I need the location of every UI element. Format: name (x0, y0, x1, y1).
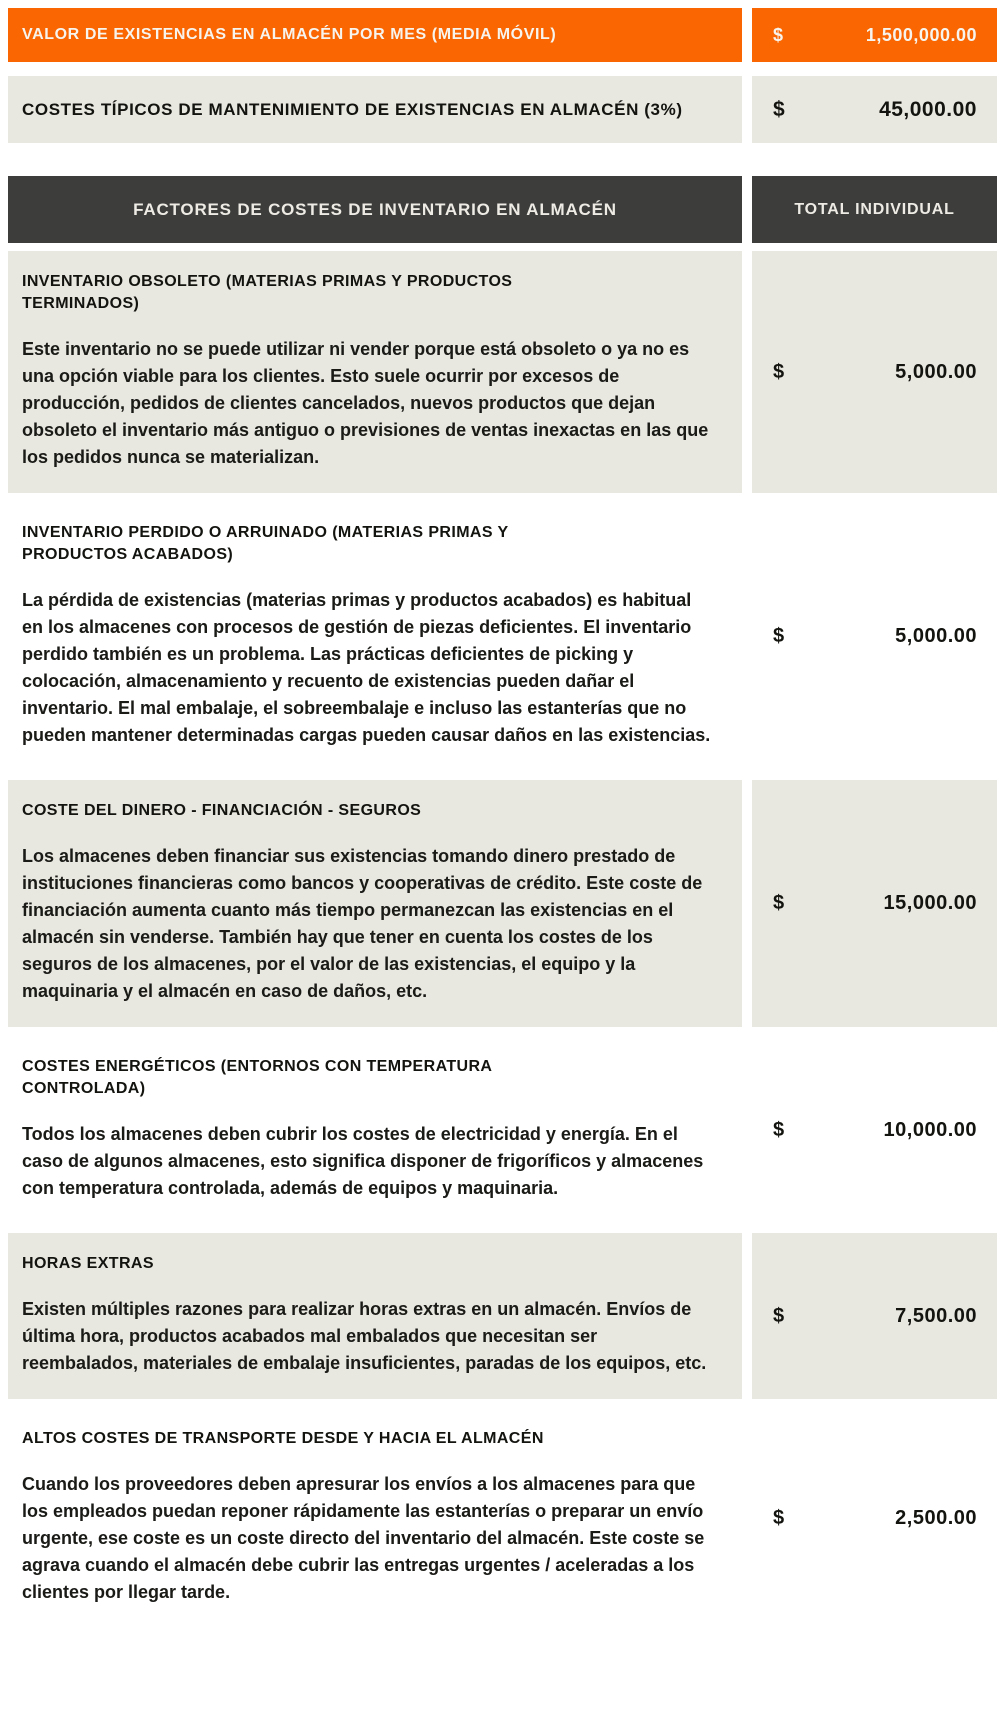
carrying-cost-row (8, 76, 997, 143)
factor-description: Los almacenes deben financiar sus existencias tomando dinero prestado de instituciones financieras como bancos y cooperativas de crédito. Este coste de financiación aumenta cuanto más tiempo permanezcan las existencias en el almacén sin venderse. También hay que tener en cuenta los costes de los seguros de los almacenes, por el valor de las existencias, el equipo y la maquinaria y el almacén en caso de daños, etc. (22, 846, 703, 1001)
factors-column-header: FACTORES DE COSTES DE INVENTARIO EN ALMACÉN (8, 176, 742, 243)
factor-row-overtime (8, 1233, 997, 1399)
factor-description: Este inventario no se puede utilizar ni vender porque está obsoleto o ya no es una opción viable para los clientes. Esto suele ocurrir por excesos de producción, pedidos de clientes cancelados, nuevos productos que dejan obsoleto el inventario más antiguo o previsiones de ventas inexactas en las que los pedidos nunca se materializan. (22, 339, 709, 467)
factor-amount-cell (752, 502, 997, 771)
factor-text-cell (8, 780, 742, 1027)
factor-amount: 5,000.00 (895, 360, 977, 383)
factor-title: ALTOS COSTES DE TRANSPORTE DESDE Y HACIA EL ALMACÉN (22, 1430, 544, 1447)
factor-title: HORAS EXTRAS (22, 1255, 154, 1272)
factor-title: COSTE DEL DINERO - FINANCIACIÓN - SEGUROS (22, 802, 422, 819)
carrying-cost-amount: 45,000.00 (879, 97, 977, 121)
table-header-row (8, 176, 997, 243)
currency-symbol: $ (773, 24, 784, 45)
currency-symbol: $ (773, 892, 785, 914)
carrying-cost-amount-cell (752, 76, 997, 143)
factor-amount-cell (752, 1036, 997, 1224)
currency-symbol: $ (773, 360, 785, 383)
currency-symbol: $ (773, 1118, 785, 1141)
factor-description: Cuando los proveedores deben apresurar los envíos a los almacenes para que los empleados puedan reponer rápidamente las estanterías o preparar un envío urgente, ese coste es un coste directo del inventario del almacén. Este coste se agrava cuando el almacén debe cubrir las entregas urgentes / aceleradas a los clientes por llegar tarde. (22, 1474, 705, 1602)
factor-amount: 7,500.00 (895, 1304, 977, 1327)
factor-description: Todos los almacenes deben cubrir los costes de electricidad y energía. En el caso de algunos almacenes, esto significa disponer de frigoríficos y almacenes con temperatura controlada, además de equipos y maquinaria. (22, 1124, 704, 1198)
currency-symbol: $ (773, 1506, 785, 1529)
factor-amount: 10,000.00 (883, 1118, 977, 1141)
factor-amount-cell (752, 780, 997, 1027)
stock-value-label: VALOR DE EXISTENCIAS EN ALMACÉN POR MES (MEDIA MÓVIL) (22, 26, 557, 43)
stock-value-label-cell (8, 8, 742, 62)
stock-value-amount: 1,500,000.00 (865, 24, 977, 45)
currency-symbol: $ (773, 625, 785, 647)
factor-description: Existen múltiples razones para realizar horas extras en un almacén. Envíos de última hora, productos acabados mal embalados que necesitan ser reembalados, materiales de embalaje insuficientes, paradas de los equipos, etc. (22, 1299, 707, 1373)
factor-title: INVENTARIO OBSOLETO (MATERIAS PRIMAS Y PRODUCTOS TERMINADOS) (22, 273, 513, 312)
total-column-header: TOTAL INDIVIDUAL (752, 176, 997, 243)
factor-amount: 5,000.00 (895, 625, 977, 647)
factor-row-transport-costs (8, 1408, 997, 1628)
factor-text-cell (8, 1233, 742, 1399)
factor-amount-cell (752, 1233, 997, 1399)
currency-symbol: $ (773, 1304, 785, 1327)
factor-text-cell (8, 1408, 742, 1628)
factor-text-cell (8, 1036, 742, 1224)
factor-title: COSTES ENERGÉTICOS (ENTORNOS CON TEMPERATURA CONTROLADA) (22, 1058, 492, 1097)
currency-symbol: $ (773, 97, 786, 121)
carrying-cost-label-cell (8, 76, 742, 143)
factor-amount-cell (752, 1408, 997, 1628)
factor-title: INVENTARIO PERDIDO O ARRUINADO (MATERIAS PRIMAS Y PRODUCTOS ACABADOS) (22, 524, 509, 563)
factor-amount: 2,500.00 (895, 1506, 977, 1529)
stock-value-amount-cell (752, 8, 997, 62)
factor-row-obsolete-inventory (8, 251, 997, 493)
factor-description: La pérdida de existencias (materias primas y productos acabados) es habitual en los almacenes con procesos de gestión de piezas deficientes. El inventario perdido también es un problema. Las prácticas deficientes de picking y colocación, almacenamiento y recuento de existencias pueden dañar el inventario. El mal embalaje, el sobreembalaje e incluso las estanterías que no pueden mantener determinadas cargas pueden causar daños en las existencias. (22, 590, 711, 745)
factor-row-cost-of-money (8, 780, 997, 1027)
factor-row-lost-ruined-inventory (8, 502, 997, 771)
factor-amount-cell (752, 251, 997, 493)
carrying-cost-label: COSTES TÍPICOS DE MANTENIMIENTO DE EXISTENCIAS EN ALMACÉN (3%) (22, 99, 683, 119)
factor-text-cell (8, 502, 742, 771)
factor-text-cell (8, 251, 742, 493)
factor-amount: 15,000.00 (883, 892, 977, 914)
factor-row-energy-costs (8, 1036, 997, 1224)
stock-value-row (8, 8, 997, 62)
